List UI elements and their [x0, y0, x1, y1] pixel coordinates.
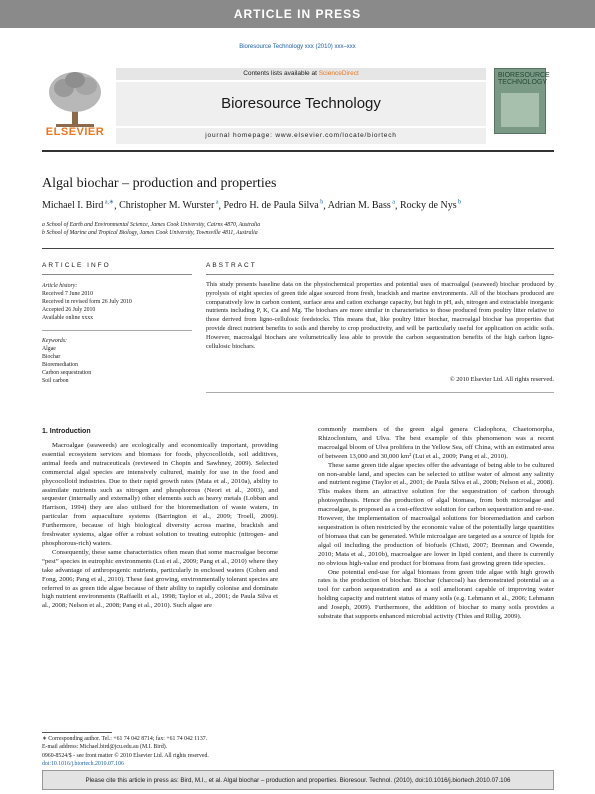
journal-title-panel [116, 68, 486, 144]
article-in-press-banner: ARTICLE IN PRESS [0, 0, 595, 28]
keyword: Carbon sequestration [42, 370, 92, 376]
footnote-corresponding: ∗ Corresponding author. Tel.: +61 74 042 8714; fax: +61 74 042 1137. [42, 736, 208, 742]
author-name: Christopher M. Wurster $^a$ [119, 200, 219, 212]
contents-prefix: Contents lists available at [243, 70, 319, 77]
sciencedirect-link[interactable]: ScienceDirect [318, 70, 359, 77]
paragraph: These same green tide algae species offer the advantage of being able to be cultured on non-arable land, and species can be selected to utilise water of almost any salinity and nutrient regime (Taylor et al., 2001; de Paula Silva et al., 2008; Nelson et al., 2008). This makes them an attractive solution for the sequestration of carbon through photosynthesis. Hence the production of algal biomass, from both microalgae and macroalgae, is proposed as a cost-effective solution for carbon sequestration and re-use. However, the implementation of macroalgal solutions for bioremediation and carbon sequestration is often restricted by the economic value of the potentially large quantities of biomass that can be generated. While microalgae are targeted as a source of lipids for algal oil including the production of biofuels (Chisti, 2007; Brennan and Owende, 2010; Mata et al., 2010b), macroalgae are lower in lipid content, and there is currently no obvious high-value end product for biomass from fast growing green tide species. [318, 461, 554, 567]
paragraph: Macroalgae (seaweeds) are ecologically and economically important, providing essential ecosystem services and biomass for foods, phycocolloids, soil additives, animal feeds and nutraceuticals (reviewed in Chopin and Sawhney, 2009). Selected commercial algal species are intensively cultured, mainly for use in the food and phycocolloid industries. Due to their rapid growth rates (Mata et al., 2010a), ability to assimilate nutrients such as nitrogen and phosphorous (Neori et al., 2003), and sequester (internally and externally) other elements such as heavy metals (Lobban and Harrison, 1994) they are also utilised for the bioremediation of waste waters, in particular from aquaculture systems (Barrington et al., 2009; Troell, 2009). Furthermore, because of high biological diversity across marine, brackish and freshwater systems, algae offer a robust solution to treating eutrophic (nitrogen- and phosphorous-rich) waters. [42, 442, 278, 547]
abstract-rule [206, 274, 554, 275]
keyword: Biochar [42, 354, 61, 360]
author-name: Adrian M. Bass $^a$ [327, 200, 395, 212]
info-divider [42, 330, 192, 331]
journal-header [42, 68, 554, 144]
body-right-column [318, 426, 554, 622]
author-list: Michael I. Bird $^{a,∗}$, Christopher M. Wurster $^a$, Pedro H. de Paula Silva $^b$, Adrian M. Bass $^a$, Rocky de Nys $^b$ [42, 200, 462, 212]
cover-title: BIORESOURCE TECHNOLOGY [498, 72, 550, 87]
article-title: Algal biochar – production and properties [42, 176, 277, 191]
author-affiliation-marker[interactable]: b [456, 200, 462, 206]
elsevier-logo [42, 68, 108, 144]
history-item: Received in revised form 26 July 2010 [42, 299, 132, 305]
section-heading-introduction: 1. Introduction [42, 428, 91, 435]
keyword: Bioremediation [42, 362, 79, 368]
abstract-text: This study presents baseline data on the physiochemical properties and potential uses of macroalgal (seaweed) biochar produced by pyrolysis of eight species of green tide algae sourced from fresh, brackish and marine environments. All of the biochars produced are comparatively low in carbon content, surface area and cation exchange capacity, but high in pH, ash, nitrogen and extractable inorganic nutrients including P, K, Ca and Mg. The biochars are more similar in characteristics to those produced from poultry litter relative to those derived from ligno-cellulosic feedstocks. This means that, like poultry litter biochar, macroalgal biochar has properties that provide direct nutrient benefits to soils and thereby to crop productivity, and will be particularly useful for application on acidic soils. However, macroalgal biochars are volumetrically less able to provide the carbon sequestration benefits of the high carbon ligno-cellulosic biochars. [206, 281, 554, 350]
affiliation-b: b School of Marine and Tropical Biology, James Cook University, Townsville 4811, Australia [42, 230, 258, 236]
history-item: Received 7 June 2010 [42, 291, 94, 297]
author-affiliation-marker[interactable]: a [390, 200, 395, 206]
keywords [42, 337, 91, 385]
contents-line [116, 68, 486, 80]
journal-cover-image [494, 68, 550, 134]
journal-homepage[interactable]: journal homepage: www.elsevier.com/locate/biortech [116, 128, 486, 144]
author-name: Pedro H. de Paula Silva $^b$ [223, 200, 324, 212]
article-history [42, 282, 132, 322]
history-item: Available online xxxx [42, 315, 94, 321]
keyword: Algae [42, 346, 56, 352]
footnote-divider [42, 732, 112, 733]
abstract-heading: ABSTRACT [206, 262, 257, 269]
issn-block [42, 753, 209, 768]
paragraph: Consequently, these same characteristics often mean that some macroalgae become “pest” species in eutrophic environments (Lui et al., 2009; Pang et al., 2010) where they take advantage of anthropogenic nutrients, particularly in enclosed waters (Cohen and Fong, 2006; Pang et al., 2010). These fast growing, environmentally tolerant species are referred to as green tide algae because of their ability to rapidly colonise and dominate high nutrient environments (Raffaelli et al., 1998; Taylor et al., 2001; de Paula Silva et al., 2008; Nelson et al., 2008; Pang et al., 2010). Such algae are [42, 548, 278, 610]
author-affiliation-marker[interactable]: a [214, 200, 219, 206]
publisher-name: ELSEVIER [45, 126, 105, 138]
history-item: Accepted 26 July 2010 [42, 307, 96, 313]
title-divider [42, 248, 554, 249]
footnote-email[interactable]: E-mail address: Michael.bird@jcu.edu.au (M.I. Bird). [42, 743, 168, 750]
journal-reference[interactable]: Bioresource Technology xxx (2010) xxx–xxx [239, 44, 356, 50]
author-name: Rocky de Nys $^b$ [399, 200, 462, 212]
article-info-heading: ARTICLE INFO [42, 262, 111, 269]
header-divider [42, 150, 554, 152]
affiliation-a: a School of Earth and Environmental Science, James Cook University, Cairns 4870, Australia [42, 222, 261, 228]
doi-link[interactable]: doi:10.1016/j.biortech.2010.07.106 [42, 760, 124, 767]
history-label: Article history: [42, 283, 78, 289]
author-affiliation-marker[interactable]: b [318, 200, 324, 206]
footnotes [42, 736, 207, 751]
author-affiliation-marker[interactable]: a,∗ [103, 200, 115, 206]
keyword: Soil carbon [42, 378, 69, 384]
paragraph: commonly members of the green algal genera Cladophora, Chaetomorpha, Rhizoclonium, and Ulva. The best example of this phenomenon was a recent macroalgal bloom of Ulva prolifera in the Yellow Sea, off China, with an estimated area of between 13,000 and 30,000 km² (Lui et al., 2009; Pang et al., 2010). [318, 426, 554, 460]
cover-artwork [501, 93, 539, 127]
abstract-bottom-rule [206, 392, 554, 393]
paragraph: One potential end-use for algal biomass from green tide algae with high growth rates is the production of biochar. Biochar (charcoal) has demonstrated potential as a tool for carbon sequestration and as a soil ameliorant capable of improving water holding capacity and nutrient status of many soils (e.g. Lehmann et al., 2006; Lehmann and Joseph, 2009). Furthermore, the addition of biochar to many soils provides a substrate that supports enhanced microbial activity (Thies and Rillig, 2009). [318, 568, 554, 621]
journal-title: Bioresource Technology [116, 82, 486, 126]
issn-line: 0960-8524/$ - see front matter © 2010 Elsevier Ltd. All rights reserved. [42, 753, 209, 759]
body-left-column [42, 442, 278, 611]
author-name: Michael I. Bird $^{a,∗}$ [42, 200, 115, 212]
keywords-label: Keywords: [42, 338, 67, 344]
citation-footer [42, 770, 554, 790]
elsevier-tree-icon [42, 68, 108, 130]
citation-text[interactable]: Please cite this article in press as: Bird, M.I., et al. Algal biochar – production and properties. Bioresour. Technol. (2010), doi:10.1016/j.biortech.2010.07.106 [85, 776, 511, 784]
abstract-copyright: © 2010 Elsevier Ltd. All rights reserved. [449, 376, 554, 383]
article-info-rule [42, 274, 192, 275]
